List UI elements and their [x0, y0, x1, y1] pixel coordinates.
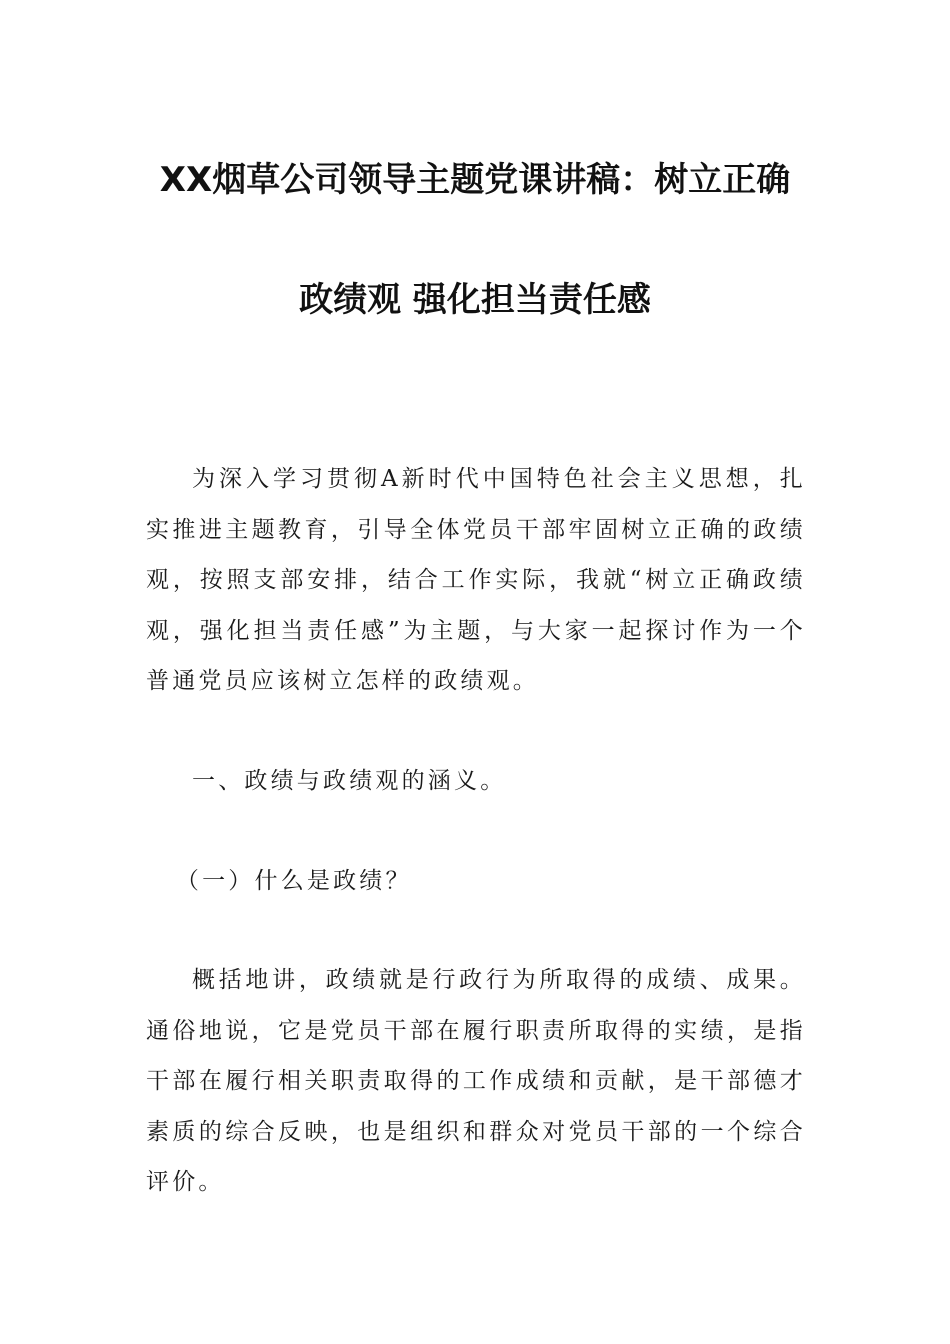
definition-paragraph: 概括地讲，政绩就是行政行为所取得的成绩、成果。通俗地说，它是党员干部在履行职责所取得的实绩，是指干部在履行相关职责取得的工作成绩和贡献，是干部德才素质的综合反映，也是组织和群众对党员干部的一个综合评价。: [146, 967, 806, 1195]
intro-paragraph: 为深入学习贯彻A新时代中国特色社会主义思想，扎实推进主题教育，引导全体党员干部牢固树立正确的政绩观，按照支部安排，结合工作实际，我就“树立正确政绩观，强化担当责任感”为主题，与大家一起探讨作为一个普通党员应该树立怎样的政绩观。: [146, 466, 806, 694]
section-heading: 一、政绩与政绩观的涵义。: [192, 768, 507, 794]
document-title-line-2: 政绩观 强化担当责任感: [299, 280, 651, 320]
document-title-line-1: XX烟草公司领导主题党课讲稿：树立正确: [159, 160, 791, 200]
subsection-heading: （一）什么是政绩？: [175, 868, 412, 894]
